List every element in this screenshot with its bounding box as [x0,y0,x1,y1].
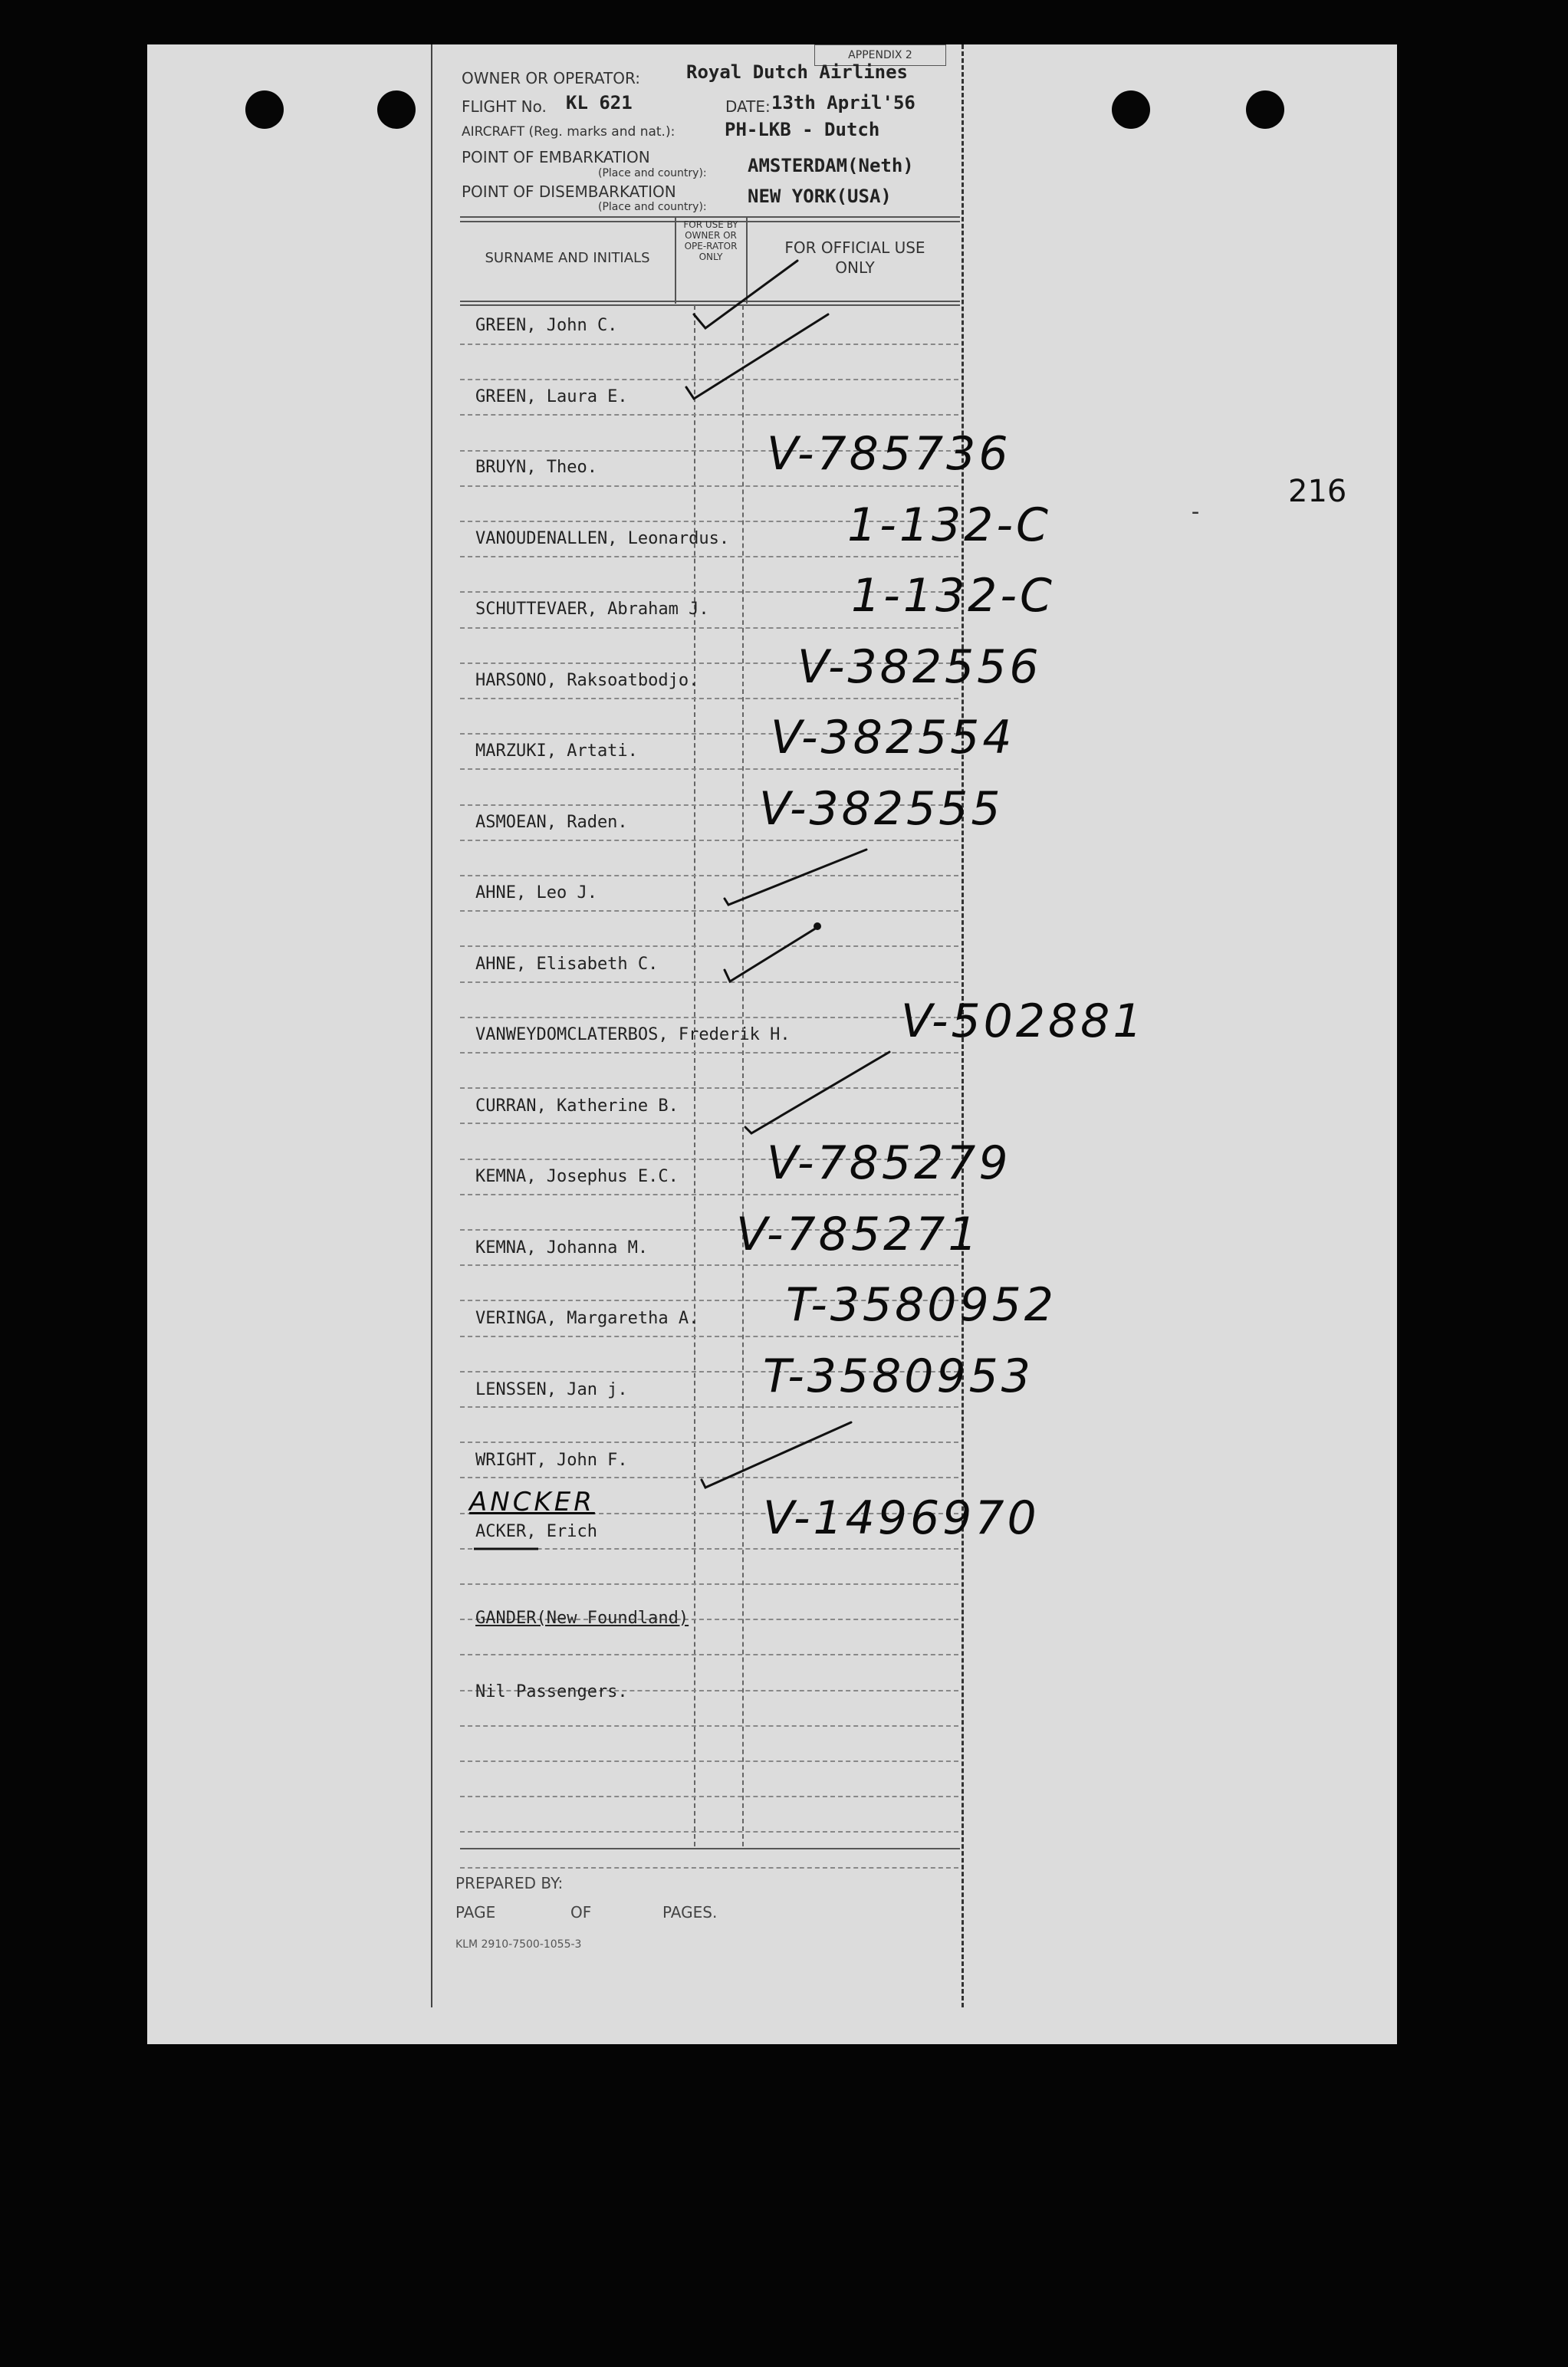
date-value: 13th April'56 [771,92,915,113]
page-number-stamp: 216 [1288,474,1347,509]
embarkation-label: POINT OF EMBARKATION [462,148,650,166]
passenger-name: ASMOEAN, Raden. [475,813,628,832]
owner-use-column-header: FOR USE BY OWNER OR OPE-RATOR ONLY [683,219,738,262]
disembarkation-value: NEW YORK(USA) [748,186,892,207]
flight-value: KL 621 [566,92,633,113]
passenger-name: VANOUDENALLEN, Leonardus. [475,529,730,548]
passenger-name: ACKER, Erich [475,1522,597,1541]
official-annotation: V-785279 [767,1136,1011,1190]
passenger-name: WRIGHT, John F. [475,1451,628,1470]
official-annotation: V-382554 [771,711,1015,764]
owner-label: OWNER OR OPERATOR: [462,69,640,87]
embarkation-sub: (Place and country): [598,167,707,179]
of-label: OF [570,1903,592,1922]
aircraft-label: AIRCRAFT (Reg. marks and nat.): [462,124,676,140]
stop-note: Nil Passengers. [475,1682,628,1701]
passenger-name: VERINGA, Margaretha A. [475,1309,699,1328]
check-mark [725,928,817,981]
form-number: KLM 2910-7500-1055-3 [455,1938,582,1951]
ink-dot [814,922,821,930]
passenger-name: AHNE, Elisabeth C. [475,955,659,974]
official-annotation: T-3580952 [786,1278,1057,1332]
disembarkation-sub: (Place and country): [598,201,707,213]
official-annotation: 1-132-C [851,569,1055,623]
official-annotation: V-382556 [797,640,1042,694]
passenger-name: KEMNA, Josephus E.C. [475,1167,679,1186]
official-annotation: V-382555 [759,782,1004,836]
pages-label: PAGES. [662,1903,718,1922]
disembarkation-label: POINT OF DISEMBARKATION [462,182,676,201]
page-label: PAGE [455,1903,496,1922]
pencil-mark: - [1188,498,1203,525]
passenger-name: GREEN, Laura E. [475,387,628,406]
name-correction: ANCKER [469,1487,595,1517]
official-annotation: 1-132-C [847,498,1051,552]
owner-value: Royal Dutch Airlines [686,61,908,83]
passenger-name: SCHUTTEVAER, Abraham J. [475,600,709,619]
official-annotation: V-785736 [767,427,1011,481]
official-annotation: V-1496970 [763,1491,1040,1545]
passenger-name: KEMNA, Johanna M. [475,1238,649,1257]
passenger-name: LENSSEN, Jan j. [475,1380,628,1399]
check-mark [725,850,866,905]
passenger-name: MARZUKI, Artati. [475,741,638,761]
aircraft-value: PH-LKB - Dutch [725,119,880,140]
stop-name: GANDER(New Foundland) [475,1609,689,1628]
check-mark [694,261,797,328]
passenger-name: HARSONO, Raksoatbodjo. [475,671,699,690]
appendix-label: APPENDIX 2 [814,44,946,66]
prepared-by-label: PREPARED BY: [455,1874,564,1892]
passenger-name: AHNE, Leo J. [475,883,597,902]
surname-column-header: SURNAME AND INITIALS [485,250,650,266]
official-annotation: T-3580953 [763,1350,1034,1403]
check-mark [702,1422,851,1488]
official-annotation: V-502881 [901,994,1146,1048]
flight-label: FLIGHT No. [462,97,547,116]
embarkation-value: AMSTERDAM(Neth) [748,155,914,176]
official-use-column-header: FOR OFFICIAL USE ONLY [784,238,925,277]
official-annotation: V-785271 [736,1208,981,1261]
passenger-name: GREEN, John C. [475,316,618,335]
passenger-name: VANWEYDOMCLATERBOS, Frederik H. [475,1025,791,1044]
check-mark [745,1052,889,1133]
date-label: DATE: [725,97,771,116]
passenger-name: CURRAN, Katherine B. [475,1096,679,1116]
passenger-name: BRUYN, Theo. [475,458,597,477]
